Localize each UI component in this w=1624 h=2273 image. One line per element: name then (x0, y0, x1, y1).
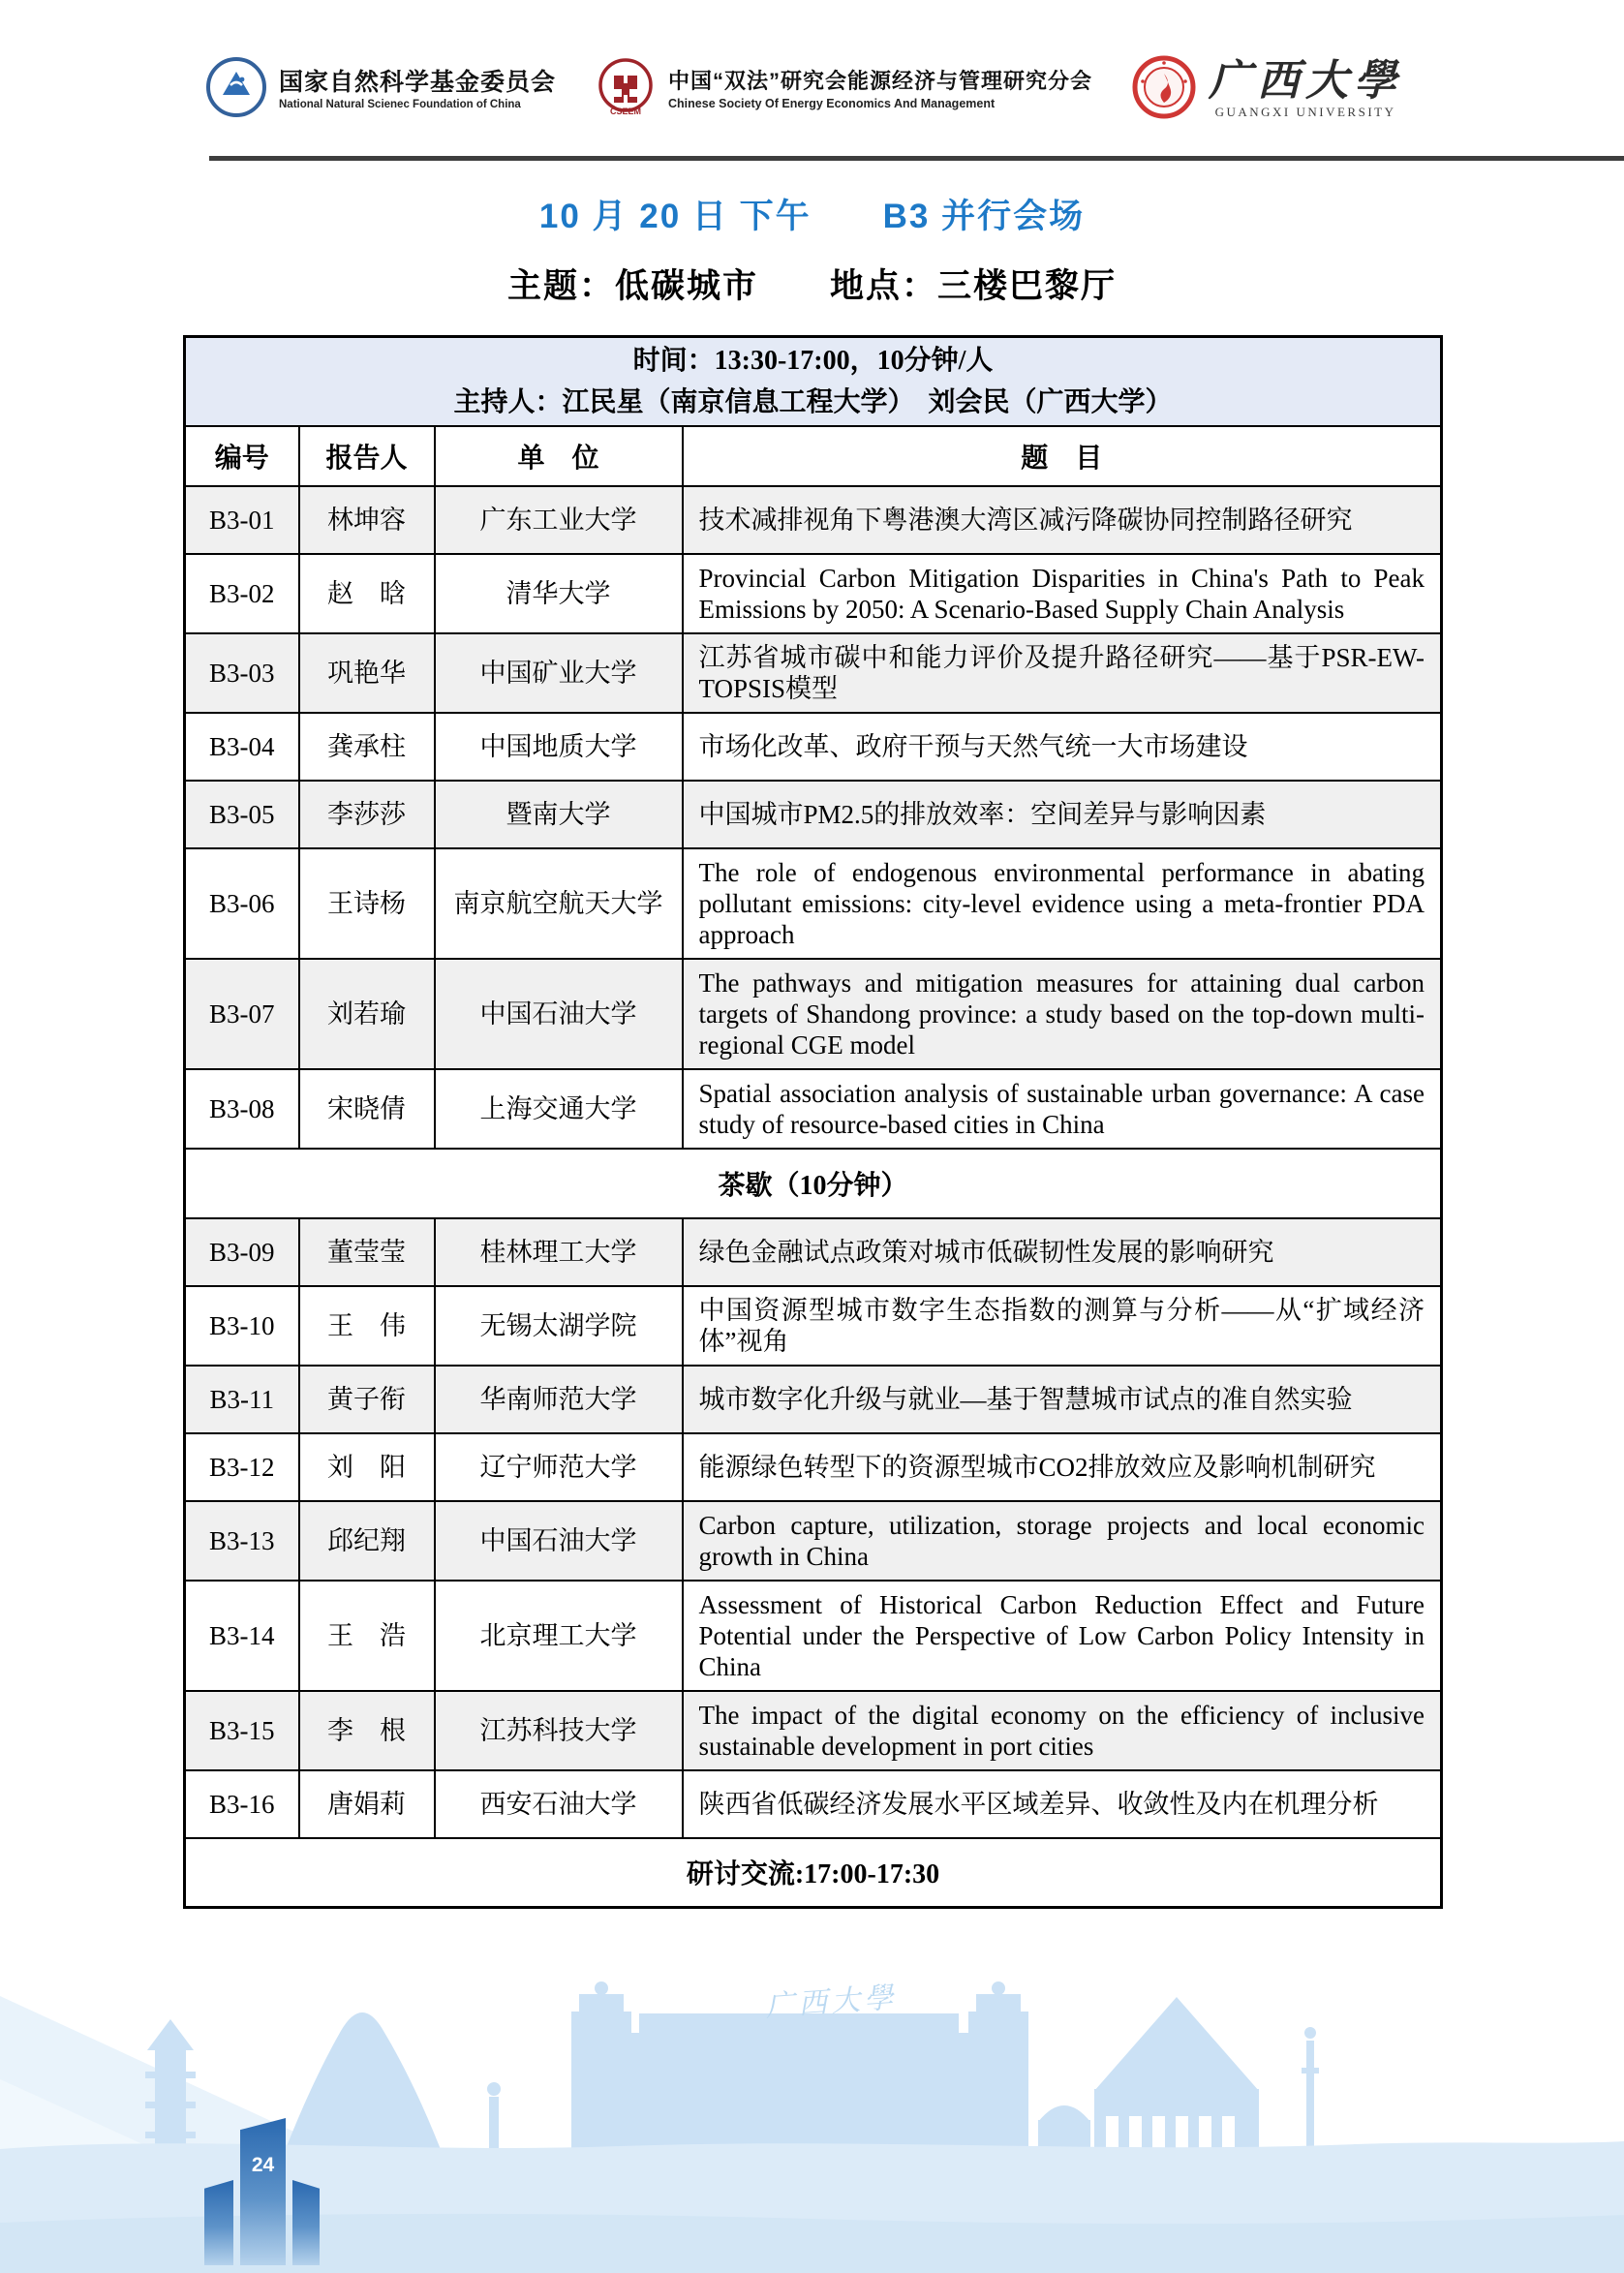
nsfc-name-en: National Natural Scienec Foundation of China (279, 99, 521, 111)
talk-affiliation: 中国矿业大学 (435, 633, 683, 713)
talk-speaker: 赵 晗 (299, 554, 435, 633)
talk-affiliation: 江苏科技大学 (435, 1691, 683, 1770)
nsfc-name-zh: 国家自然科学基金委员会 (279, 68, 557, 96)
tea-break-row (185, 1149, 1442, 1218)
talk-speaker: 黄子衔 (299, 1366, 435, 1433)
closing-note: 研讨交流:17:00-17:30 (185, 1838, 1442, 1908)
table-row (185, 713, 1442, 781)
talk-speaker: 林坤容 (299, 486, 435, 554)
table-row (185, 1691, 1442, 1770)
talk-speaker: 王 伟 (299, 1286, 435, 1366)
talk-id: B3-16 (185, 1770, 299, 1838)
session-time: 时间：13:30-17:00，10分钟/人 (632, 345, 994, 376)
session-theme-location: 主题：低碳城市 地点：三楼巴黎厅 (506, 267, 1117, 305)
page-number: 24 (251, 2154, 275, 2176)
table-row (185, 486, 1442, 554)
talk-speaker: 巩艳华 (299, 633, 435, 713)
tea-break-note: 茶歇（10分钟） (185, 1149, 1442, 1218)
table-row (185, 1581, 1442, 1691)
table-row (185, 848, 1442, 959)
talk-id: B3-06 (185, 848, 299, 959)
talk-id: B3-12 (185, 1433, 299, 1501)
table-row (185, 1501, 1442, 1581)
talk-speaker: 唐娟莉 (299, 1770, 435, 1838)
talk-id: B3-02 (185, 554, 299, 633)
gxu-name-en: GUANGXI UNIVERSITY (1214, 104, 1396, 119)
gxu-name-zh: 广西大學 (1209, 55, 1403, 106)
column-header-row (185, 426, 1442, 486)
talk-speaker: 李 根 (299, 1691, 435, 1770)
svg-text:CSEEM: CSEEM (610, 107, 642, 116)
bar-left (204, 2180, 233, 2265)
cseem-seal-icon (595, 56, 657, 123)
talk-affiliation: 无锡太湖学院 (435, 1286, 683, 1366)
table-row (185, 554, 1442, 633)
talk-affiliation: 辽宁师范大学 (435, 1433, 683, 1501)
table-row (185, 1770, 1442, 1838)
talk-speaker: 董莹莹 (299, 1218, 435, 1286)
col-header-id: 编号 (185, 426, 299, 486)
table-row (185, 959, 1442, 1069)
talk-id: B3-07 (185, 959, 299, 1069)
talk-affiliation: 广东工业大学 (435, 486, 683, 554)
talk-title: 中国资源型城市数字生态指数的测算与分析——从“扩域经济体”视角 (683, 1286, 1442, 1366)
talk-id: B3-11 (185, 1366, 299, 1433)
talk-id: B3-08 (185, 1069, 299, 1149)
col-header-title: 题 目 (683, 426, 1442, 486)
table-row (185, 1433, 1442, 1501)
cseem-logo-text (668, 69, 1092, 109)
talk-affiliation: 中国石油大学 (435, 1501, 683, 1581)
header-divider (209, 156, 1624, 161)
gxu-logo-text (1209, 55, 1403, 120)
talk-title: 中国城市PM2.5的排放效率：空间差异与影响因素 (683, 781, 1442, 848)
program-table (183, 335, 1443, 1909)
talk-title: The role of endogenous environmental performance in abating pollutant emissions: city-level evidence using a meta-frontier PDA approach (683, 848, 1442, 959)
nsfc-seal-icon (205, 56, 267, 123)
talk-id: B3-04 (185, 713, 299, 781)
talk-affiliation: 暨南大学 (435, 781, 683, 848)
session-header-row (185, 337, 1442, 426)
table-row (185, 1286, 1442, 1366)
talk-affiliation: 南京航空航天大学 (435, 848, 683, 959)
talk-speaker: 李莎莎 (299, 781, 435, 848)
cseem-logo (595, 56, 1092, 123)
nsfc-logo-text (279, 69, 556, 111)
talk-affiliation: 上海交通大学 (435, 1069, 683, 1149)
talk-title: 陕西省低碳经济发展水平区域差异、收敛性及内在机理分析 (683, 1770, 1442, 1838)
talk-affiliation: 清华大学 (435, 554, 683, 633)
talk-affiliation: 中国石油大学 (435, 959, 683, 1069)
table-row (185, 1366, 1442, 1433)
talk-id: B3-09 (185, 1218, 299, 1286)
talk-title: 绿色金融试点政策对城市低碳韧性发展的影响研究 (683, 1218, 1442, 1286)
col-header-speaker: 报告人 (299, 426, 435, 486)
talk-id: B3-03 (185, 633, 299, 713)
talk-affiliation: 华南师范大学 (435, 1366, 683, 1433)
talk-affiliation: 西安石油大学 (435, 1770, 683, 1838)
page-number-ornament (199, 2115, 334, 2265)
table-row (185, 1069, 1442, 1149)
session-title: 10 月 20 日 下午 B3 并行会场 (538, 198, 1086, 235)
talk-id: B3-15 (185, 1691, 299, 1770)
gxu-logo (1131, 54, 1402, 125)
bar-right (292, 2180, 320, 2265)
talk-title: The pathways and mitigation measures for attaining dual carbon targets of Shandong province: a study based on the top-down multi-regional CGE model (683, 959, 1442, 1069)
talk-speaker: 刘若瑜 (299, 959, 435, 1069)
talk-id: B3-05 (185, 781, 299, 848)
talk-id: B3-10 (185, 1286, 299, 1366)
talk-title: 能源绿色转型下的资源型城市CO2排放效应及影响机制研究 (683, 1433, 1442, 1501)
col-header-affiliation: 单 位 (435, 426, 683, 486)
talk-title: Spatial association analysis of sustainable urban governance: A case study of resource-based cities in China (683, 1069, 1442, 1149)
talk-speaker: 王 浩 (299, 1581, 435, 1691)
talk-affiliation: 桂林理工大学 (435, 1218, 683, 1286)
talk-affiliation: 中国地质大学 (435, 713, 683, 781)
table-row (185, 633, 1442, 713)
table-row (185, 1218, 1442, 1286)
cseem-name-zh: 中国“双法”研究会能源经济与管理研究分会 (668, 69, 1093, 94)
cseem-name-en: Chinese Society Of Energy Economics And Management (668, 96, 996, 110)
table-row (185, 781, 1442, 848)
talk-title: 江苏省城市碳中和能力评价及提升路径研究——基于PSR-EW-TOPSIS模型 (683, 633, 1442, 713)
talk-title: 城市数字化升级与就业—基于智慧城市试点的准自然实验 (683, 1366, 1442, 1433)
program-page (0, 54, 1624, 2273)
talk-title: Carbon capture, utilization, storage projects and local economic growth in China (683, 1501, 1442, 1581)
talk-title: Assessment of Historical Carbon Reduction Effect and Future Potential under the Perspective of Low Carbon Policy Intensity in China (683, 1581, 1442, 1691)
talk-id: B3-01 (185, 486, 299, 554)
talk-speaker: 邱纪翔 (299, 1501, 435, 1581)
university-watermark: 广西大學 (764, 1981, 899, 2024)
talk-title: Provincial Carbon Mitigation Disparities in China's Path to Peak Emissions by 2050: A Scenario-Based Supply Chain Analysis (683, 554, 1442, 633)
talk-speaker: 刘 阳 (299, 1433, 435, 1501)
session-moderators: 主持人：江民星（南京信息工程大学） 刘会民（广西大学） (453, 386, 1173, 417)
logos-header (205, 54, 1624, 125)
session-header-cell (185, 337, 1442, 426)
talk-title: 技术减排视角下粤港澳大湾区减污降碳协同控制路径研究 (683, 486, 1442, 554)
talk-title: The impact of the digital economy on the efficiency of inclusive sustainable development in port cities (683, 1691, 1442, 1770)
talk-speaker: 宋晓倩 (299, 1069, 435, 1149)
talk-speaker: 龚承柱 (299, 713, 435, 781)
gxu-seal-icon (1131, 54, 1197, 125)
talk-id: B3-14 (185, 1581, 299, 1691)
talk-affiliation: 北京理工大学 (435, 1581, 683, 1691)
closing-row (185, 1838, 1442, 1908)
talk-speaker: 王诗杨 (299, 848, 435, 959)
nsfc-logo (205, 56, 556, 123)
bar-middle (240, 2118, 286, 2265)
talk-id: B3-13 (185, 1501, 299, 1581)
talk-title: 市场化改革、政府干预与天然气统一大市场建设 (683, 713, 1442, 781)
